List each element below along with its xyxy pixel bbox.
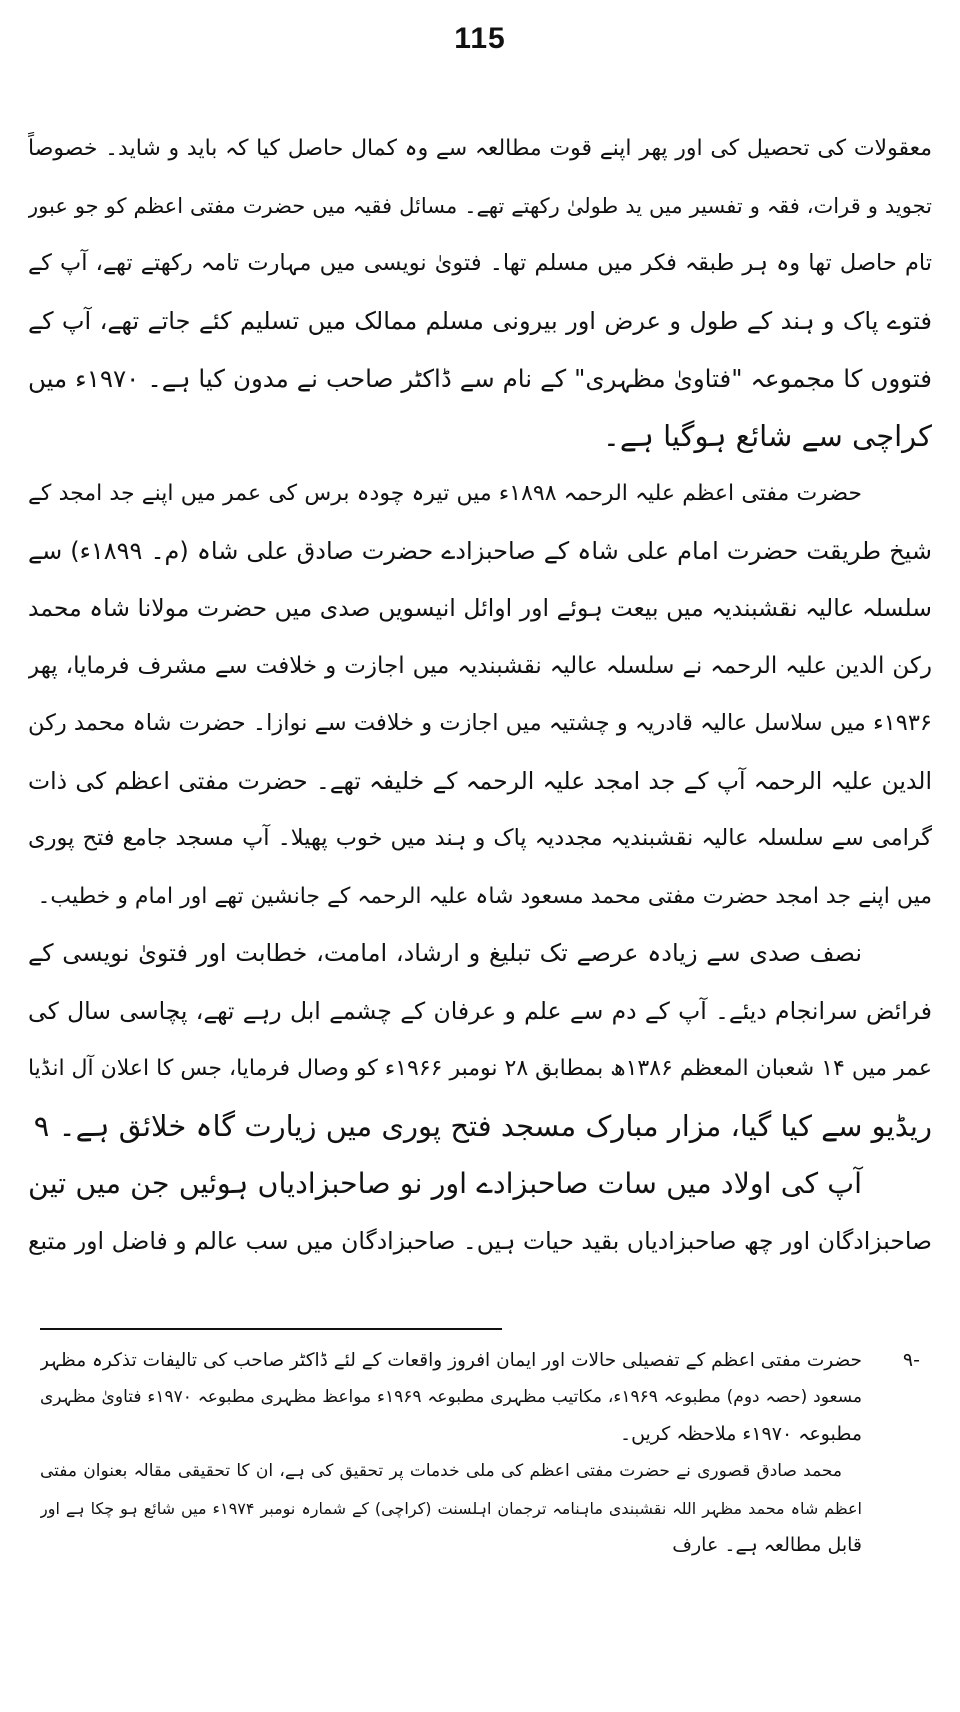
text-line: فتوے پاک و ہند کے طول و عرض اور بیرونی مسلم ممالک میں تسلیم کئے جاتے تھے، آپ کے <box>28 306 932 335</box>
text-line: نصف صدی سے زیادہ عرصے تک تبلیغ و ارشاد، امامت، خطابت اور فتویٰ نویسی کے <box>28 939 862 967</box>
text-line: معقولات کی تحصیل کی اور پھر اپنے قوت مطالعہ سے وہ کمال حاصل کیا کہ باید و شاید۔ خصوصاً <box>28 136 932 161</box>
text-line: تجوید و قرات، فقہ و تفسیر میں ید طولیٰ رکھتے تھے۔ مسائل فقیہ میں حضرت مفتی اعظم کو جو عبور <box>28 193 932 218</box>
text-line: میں اپنے جد امجد حضرت مفتی محمد مسعود شاہ علیہ الرحمہ کے جانشین تھے اور امام و خطیب۔ <box>37 883 932 909</box>
text-line: ۱۹۳۶ء میں سلاسل عالیہ قادریہ و چشتیہ میں اجازت و خلافت سے نوازا۔ حضرت شاہ محمد رکن <box>28 710 932 736</box>
page-number: 115 <box>454 22 506 55</box>
text-line: ریڈیو سے کیا گیا، مزار مبارک مسجد فتح پوری میں زیارت گاہ خلائق ہے۔ ۹ <box>33 1108 932 1143</box>
text-line: حضرت مفتی اعظم علیہ الرحمہ ۱۸۹۸ء میں تیرہ چودہ برس کی عمر میں اپنے جد امجد کے <box>28 481 862 506</box>
text-line: شیخ طریقت حضرت امام علی شاہ کے صاحبزادے حضرت صادق علی شاہ (م۔ ۱۸۹۹ء) سے <box>28 536 932 565</box>
main-text <box>28 120 932 1270</box>
text-line: صاحبزادگان اور چھ صاحبزادیاں بقید حیات ہیں۔ صاحبزادگان میں سب عالم و فاضل اور متبع <box>28 1226 932 1255</box>
footnote-line: محمد صادق قصوری نے حضرت مفتی اعظم کی ملی خدمات پر تحقیق کی ہے، ان کا تحقیقی مقالہ بعنوان مفتی <box>40 1461 842 1481</box>
text-line: فتووں کا مجموعہ "فتاویٰ مظہری" کے نام سے ڈاکٹر صاحب نے مدون کیا ہے۔ ۱۹۷۰ء میں <box>28 364 932 393</box>
footnote-line: قابل مطالعہ ہے۔ عارف <box>672 1534 862 1556</box>
footnote-line: مطبوعہ ۱۹۷۰ء ملاحظہ کریں۔ <box>619 1423 862 1445</box>
footnote-line: حضرت مفتی اعظم کے تفصیلی حالات اور ایمان افروز واقعات کے لئے ڈاکٹر صاحب کی تالیفات تذکرہ مظہر <box>40 1350 862 1371</box>
text-line: عمر میں ۱۴ شعبان المعظم ۱۳۸۶ھ بمطابق ۲۸ نومبر ۱۹۶۶ء کو وصال فرمایا، جس کا اعلان آل انڈیا <box>28 1056 932 1081</box>
footnote-body <box>40 1342 862 1564</box>
text-line: فرائض سرانجام دیئے۔ آپ کے دم سے علم و عرفان کے چشمے ابل رہے تھے، پچاسی سال کی <box>28 996 932 1025</box>
text-line: آپ کی اولاد میں سات صاحبزادے اور نو صاحبزادیاں ہوئیں جن میں تین <box>28 1167 862 1200</box>
footnote-line: مسعود (حصہ دوم) مطبوعہ ۱۹۶۹ء، مکاتیب مظہری مطبوعہ ۱۹۶۹ء مواعظ مظہری مطبوعہ ۱۹۷۰ء فتاویٰ مظہری <box>40 1387 862 1407</box>
text-line: الدین علیہ الرحمہ آپ کے جد امجد علیہ الرحمہ کے خلیفہ تھے۔ حضرت مفتی اعظم کی ذات <box>28 766 932 795</box>
text-line: رکن الدین علیہ الرحمہ نے سلسلہ عالیہ نقشبندیہ میں اجازت و خلافت سے مشرف فرمایا، پھر <box>28 652 932 679</box>
footnotes <box>40 1342 920 1564</box>
footnote-9 <box>40 1342 920 1564</box>
text-line: تام حاصل تھا وہ ہر طبقہ فکر میں مسلم تھا۔ فتویٰ نویسی میں مہارت تامہ رکھتے تھے، آپ کے <box>28 250 932 276</box>
text-line: کراچی سے شائع ہوگیا ہے۔ <box>602 418 932 453</box>
footnote-line: اعظم شاہ محمد مظہر اللہ نقشبندی ماہنامہ ترجمان اہلسنت (کراچی) کے شمارہ نومبر ۱۹۷۴ء میں شائع ہو چکا ہے اور <box>40 1499 862 1518</box>
text-line: گرامی سے سلسلہ عالیہ نقشبندیہ مجددیہ پاک و ہند میں خوب پھیلا۔ آپ مسجد جامع فتح پوری <box>28 825 932 851</box>
footnote-divider <box>40 1328 502 1330</box>
footnote-marker: -۹ <box>902 1349 920 1371</box>
text-line: سلسلہ عالیہ نقشبندیہ میں بیعت ہوئے اور اوائل انیسویں صدی میں حضرت مولانا شاہ محمد <box>28 594 932 622</box>
